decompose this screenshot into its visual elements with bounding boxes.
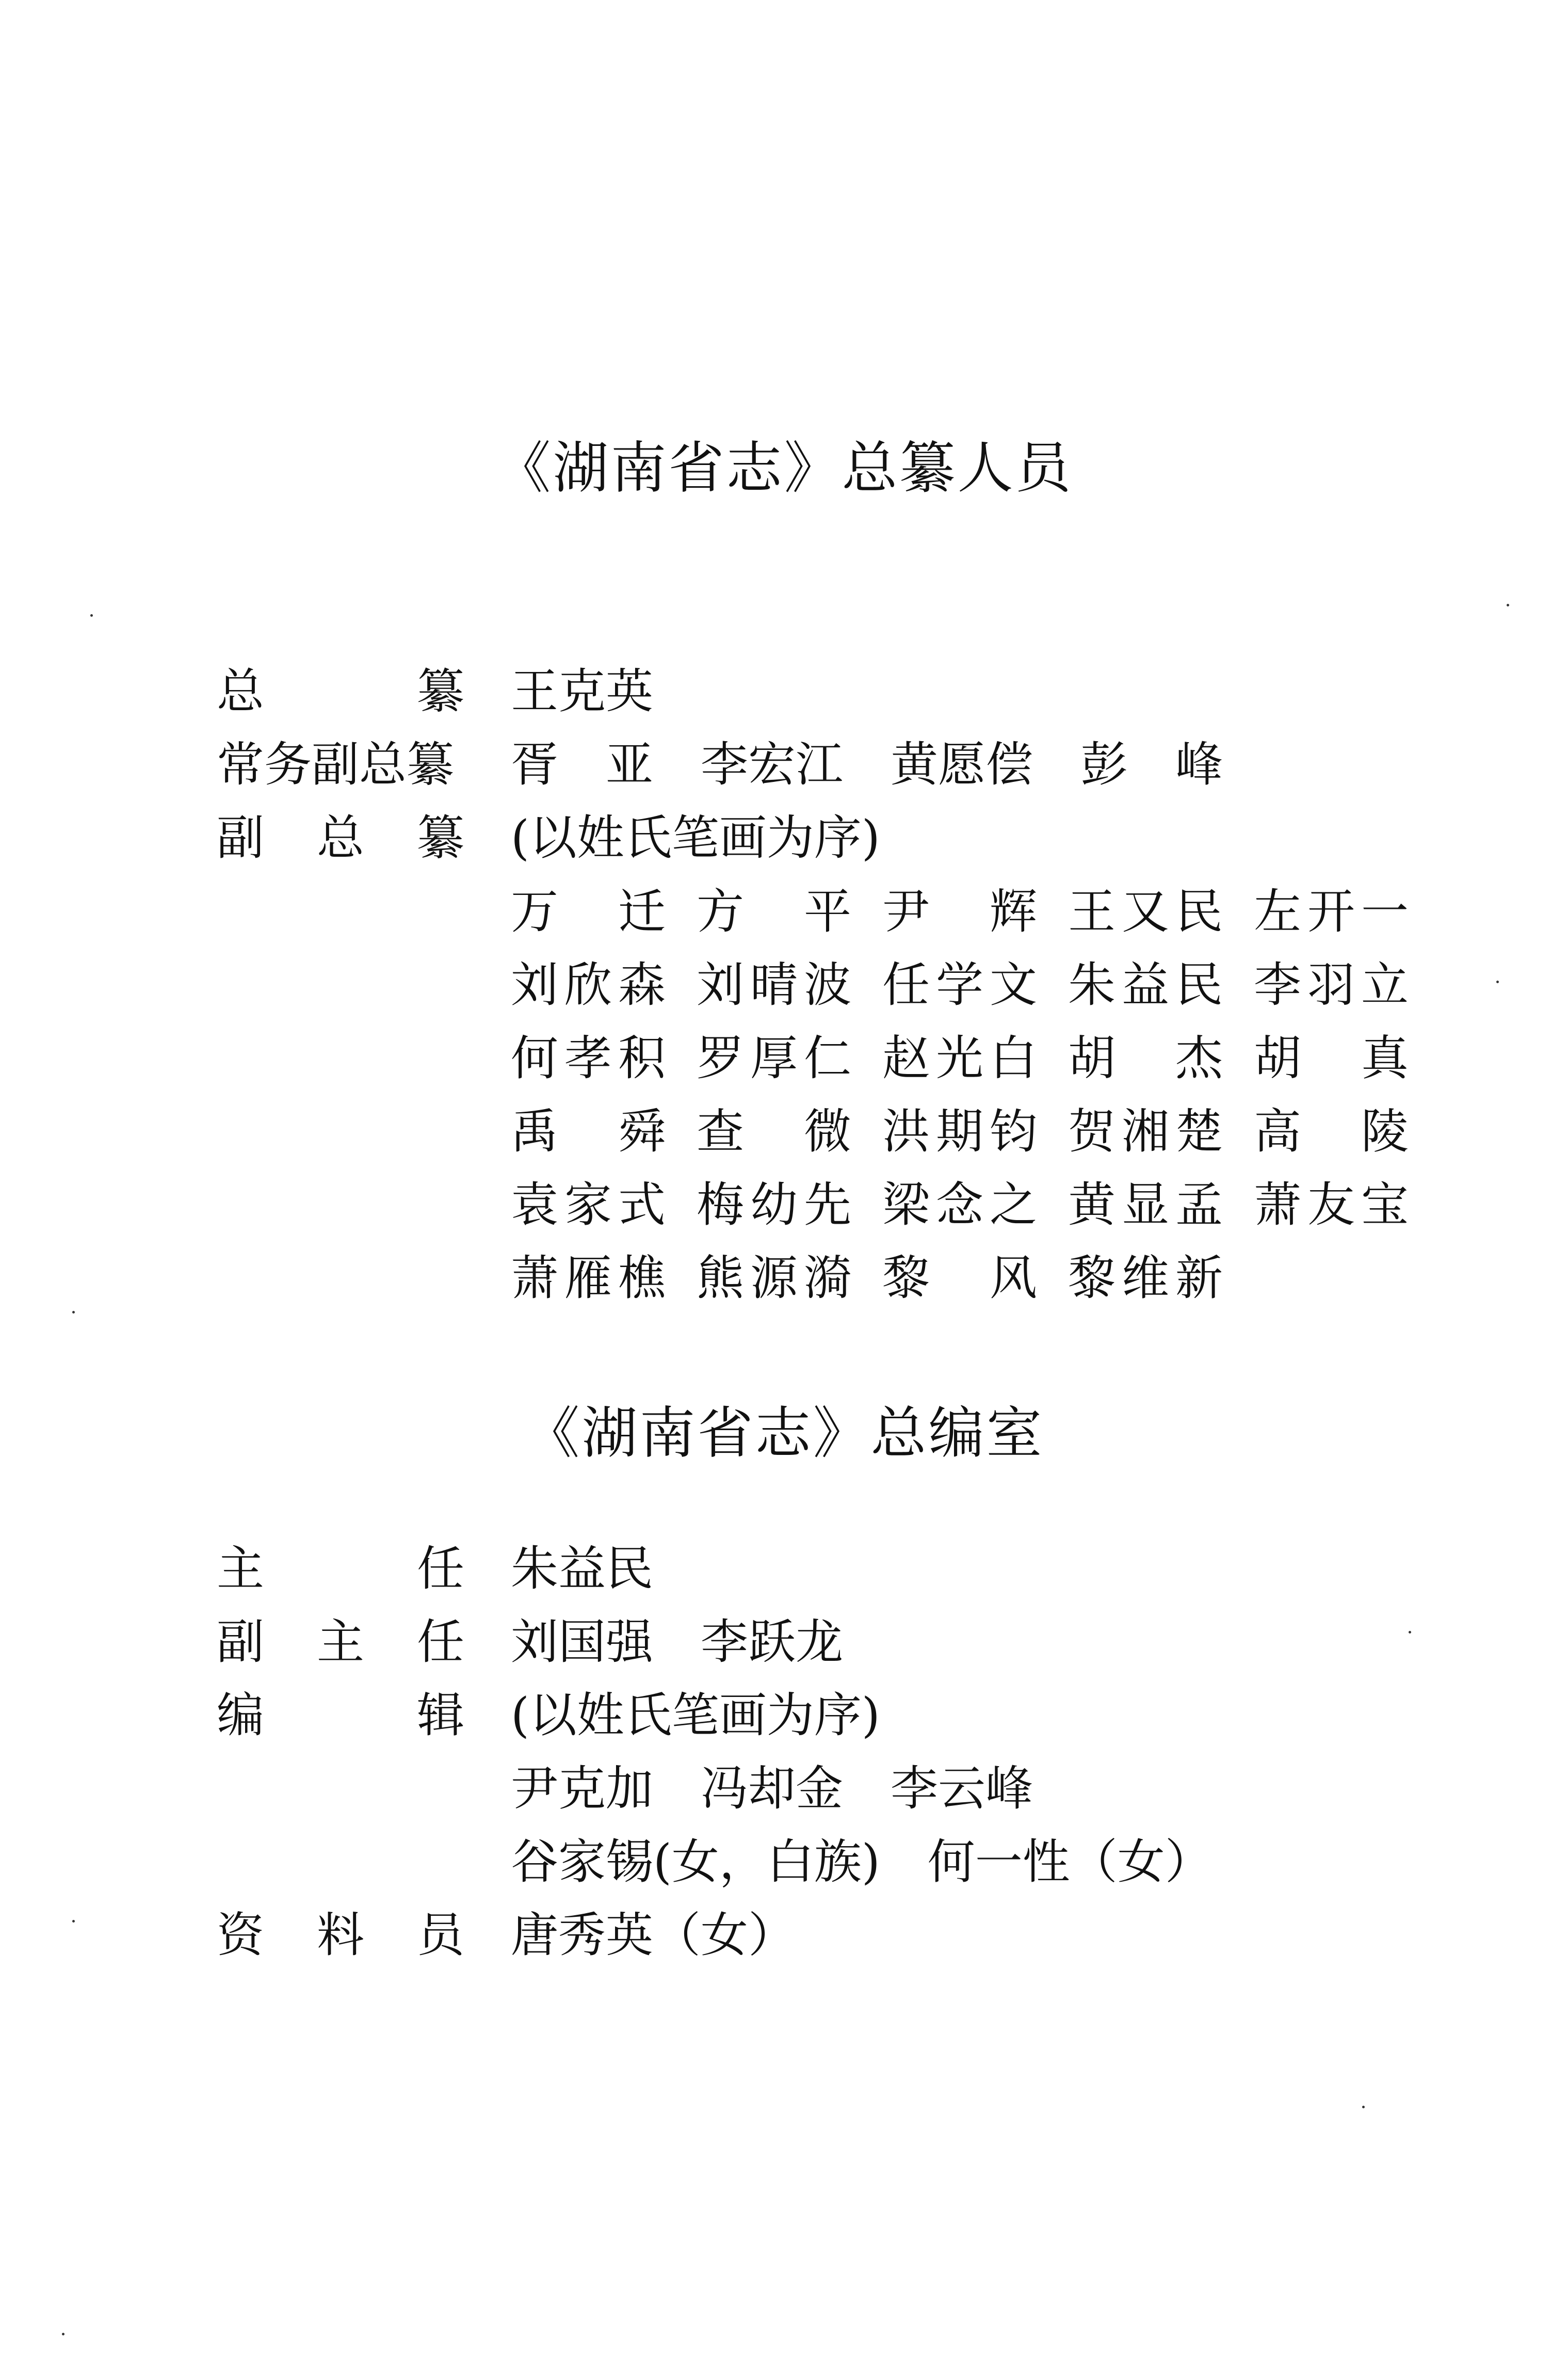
scan-speck [62, 2333, 64, 2335]
person-name [882, 1242, 1037, 1315]
name-char: 维 [1121, 1251, 1169, 1306]
name-char: 钧 [989, 1104, 1037, 1159]
name-char: 辉 [989, 884, 1037, 939]
label-char: 主 [316, 1614, 364, 1670]
name-char: 胡 [1254, 1031, 1302, 1086]
name-char: 赵 [882, 1031, 930, 1086]
label-char: 料 [316, 1908, 364, 1963]
name-char: 宝 [1361, 1177, 1409, 1232]
name-char: 查 [697, 1104, 745, 1159]
name-char: 风 [989, 1251, 1037, 1306]
name-char: 李 [1254, 957, 1302, 1013]
name-char: 杰 [1175, 1031, 1223, 1086]
section-title-editorial-office: 《湖南省志》总编室 [524, 1401, 1044, 1466]
label-char: 主 [217, 1541, 265, 1596]
person-name [511, 1168, 666, 1242]
row-label [217, 1679, 464, 1752]
person-name [697, 1168, 851, 1242]
name-char: 高 [1254, 1104, 1302, 1159]
name-char: 民 [1175, 957, 1223, 1013]
label-char: 员 [416, 1908, 464, 1963]
name-char: 平 [803, 884, 851, 939]
name-char: 梅 [697, 1177, 745, 1232]
person-name [1068, 1168, 1223, 1242]
name-char: 白 [989, 1031, 1037, 1086]
label-char: 任 [416, 1541, 464, 1596]
name-char: 楚 [1175, 1104, 1223, 1159]
names-row [511, 1168, 1409, 1242]
name-char: 萧 [511, 1251, 559, 1306]
person-name [1254, 949, 1409, 1022]
name-char: 羽 [1307, 957, 1355, 1013]
person-name [882, 949, 1037, 1022]
person-name [1068, 875, 1223, 949]
name-char: 洪 [882, 1104, 930, 1159]
row-value: (以姓氏笔画为序) [511, 810, 880, 866]
row-label [217, 1533, 464, 1605]
editor-names-line: 尹克加 冯却金 李云峰 [511, 1761, 1033, 1816]
names-row [511, 949, 1409, 1022]
name-char: 波 [803, 957, 851, 1013]
person-name [1068, 1022, 1223, 1095]
person-name [1068, 949, 1223, 1022]
name-char: 尹 [882, 884, 930, 939]
editor-names-line: 谷家锡(女，白族) 何一性（女） [511, 1834, 1213, 1889]
name-char: 家 [564, 1177, 612, 1232]
names-row [511, 1242, 1409, 1315]
name-char: 萧 [1254, 1177, 1302, 1232]
name-char: 仁 [803, 1031, 851, 1086]
label-char: 常务副总纂 [217, 737, 455, 792]
name-char: 胡 [1068, 1031, 1116, 1086]
person-name [882, 1095, 1037, 1168]
name-char: 显 [1121, 1177, 1169, 1232]
names-row [511, 1095, 1409, 1168]
name-char: 开 [1307, 884, 1355, 939]
name-char: 幼 [750, 1177, 798, 1232]
name-char: 刘 [511, 957, 559, 1013]
name-char: 迁 [618, 884, 666, 939]
person-name [1254, 1095, 1409, 1168]
person-name [1068, 1242, 1223, 1315]
name-char: 又 [1121, 884, 1169, 939]
name-char: 晴 [750, 957, 798, 1013]
label-char: 资 [217, 1908, 265, 1963]
person-name [882, 875, 1037, 949]
name-char: 学 [935, 957, 983, 1013]
person-name [511, 875, 666, 949]
scan-speck [1507, 604, 1509, 606]
name-char: 友 [1307, 1177, 1355, 1232]
person-name [1068, 1095, 1223, 1168]
name-char: 孟 [1175, 1177, 1223, 1232]
name-char: 漪 [803, 1251, 851, 1306]
name-char: 罗 [697, 1031, 745, 1086]
name-char: 禹 [511, 1104, 559, 1159]
name-char: 念 [935, 1177, 983, 1232]
person-name [697, 1242, 851, 1315]
row-value: 朱益民 [511, 1541, 654, 1596]
deputy-names-grid [511, 875, 1409, 1315]
row-value: 王克英 [511, 664, 654, 719]
name-char: 刘 [697, 957, 745, 1013]
name-char: 一 [1361, 884, 1409, 939]
name-char: 光 [935, 1031, 983, 1086]
person-name [882, 1022, 1037, 1095]
name-char: 欣 [564, 957, 612, 1013]
name-char: 樵 [618, 1251, 666, 1306]
name-char: 任 [882, 957, 930, 1013]
name-char: 雁 [564, 1251, 612, 1306]
scan-speck [72, 1920, 75, 1923]
name-char: 森 [618, 957, 666, 1013]
person-name [511, 1242, 666, 1315]
row-value: 胥 亚 李宏江 黄愿偿 彭 峰 [511, 737, 1223, 792]
person-name [697, 875, 851, 949]
name-char: 陵 [1361, 1104, 1409, 1159]
person-name [1254, 1022, 1409, 1095]
name-char: 积 [618, 1031, 666, 1086]
names-row [511, 1022, 1409, 1095]
name-char: 梁 [882, 1177, 930, 1232]
name-char: 厚 [750, 1031, 798, 1086]
name-char: 王 [1068, 884, 1116, 939]
name-char: 文 [989, 957, 1037, 1013]
name-char: 式 [618, 1177, 666, 1232]
label-char: 辑 [416, 1688, 464, 1743]
section-title-compilers: 《湖南省志》总纂人员 [495, 436, 1073, 501]
name-char: 何 [511, 1031, 559, 1086]
name-char: 民 [1175, 884, 1223, 939]
person-name [882, 1168, 1037, 1242]
name-char: 万 [511, 884, 559, 939]
label-char: 编 [217, 1688, 265, 1743]
label-char: 任 [416, 1614, 464, 1670]
name-char: 贺 [1068, 1104, 1116, 1159]
name-char: 袁 [511, 1177, 559, 1232]
label-char: 总 [316, 810, 364, 866]
scan-speck [72, 1311, 75, 1313]
name-char: 真 [1361, 1031, 1409, 1086]
name-char: 源 [750, 1251, 798, 1306]
row-label [217, 1606, 464, 1678]
name-char: 朱 [1068, 957, 1116, 1013]
name-char: 左 [1254, 884, 1302, 939]
person-name [1254, 1168, 1409, 1242]
name-char: 之 [989, 1177, 1037, 1232]
scan-speck [1409, 1631, 1411, 1633]
row-value: 唐秀英（女） [511, 1908, 796, 1963]
name-char: 方 [697, 884, 745, 939]
scan-speck [90, 614, 93, 617]
name-char: 先 [803, 1177, 851, 1232]
person-name [697, 1095, 851, 1168]
person-name [511, 949, 666, 1022]
row-label [217, 655, 464, 728]
row-value: (以姓氏笔画为序) [511, 1688, 880, 1743]
name-char: 期 [935, 1104, 983, 1159]
name-char: 微 [803, 1104, 851, 1159]
name-char: 黎 [882, 1251, 930, 1306]
person-name [511, 1022, 666, 1095]
label-char: 总 [217, 664, 265, 719]
scan-speck [1496, 981, 1499, 983]
label-char: 纂 [416, 664, 464, 719]
person-name [1254, 875, 1409, 949]
name-char: 立 [1361, 957, 1409, 1013]
name-char: 黎 [1068, 1251, 1116, 1306]
name-char: 湘 [1121, 1104, 1169, 1159]
names-row [511, 875, 1409, 949]
row-label [217, 802, 464, 874]
name-char: 黄 [1068, 1177, 1116, 1232]
person-name [697, 949, 851, 1022]
name-char: 新 [1175, 1251, 1223, 1306]
scan-speck [1362, 2106, 1365, 2108]
name-char: 孝 [564, 1031, 612, 1086]
name-char: 益 [1121, 957, 1169, 1013]
name-char: 熊 [697, 1251, 745, 1306]
label-char: 副 [217, 1614, 265, 1670]
person-name [511, 1095, 666, 1168]
name-char: 舜 [618, 1104, 666, 1159]
label-char: 纂 [416, 810, 464, 866]
row-label [217, 1899, 464, 1972]
row-value: 刘国强 李跃龙 [511, 1614, 844, 1670]
person-name [697, 1022, 851, 1095]
label-char: 副 [217, 810, 265, 866]
row-label [217, 729, 464, 801]
